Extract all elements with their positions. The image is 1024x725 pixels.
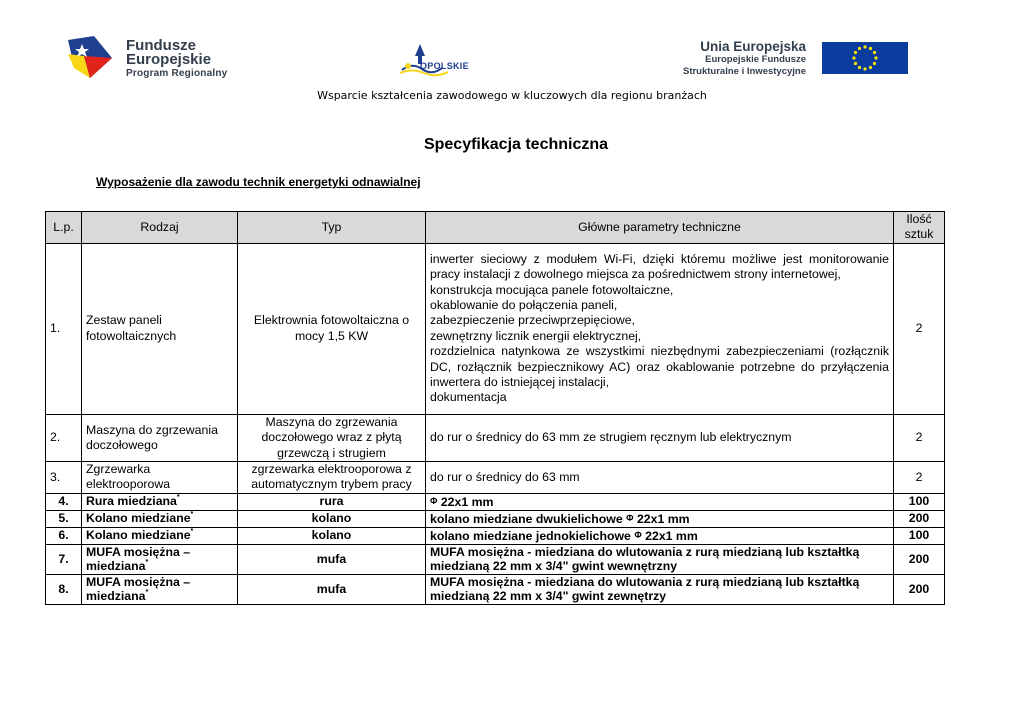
cell-lp: 6. — [46, 527, 82, 544]
fe-logo-line2: Europejskie — [126, 51, 212, 68]
cell-typ: rura — [238, 493, 426, 510]
opolskie-emblem-icon — [398, 42, 502, 78]
cell-rodzaj — [82, 493, 238, 510]
rodzaj-text: Kolano miedziane — [86, 528, 191, 543]
cell-params — [426, 510, 894, 527]
params-text: 22x1 mm — [440, 494, 494, 509]
footnote-star: * — [145, 589, 149, 597]
project-subtitle: Wsparcie kształcenia zawodowego w kluczowych dla regionu branżach — [317, 89, 707, 102]
cell-rodzaj: Maszyna do zgrzewania doczołowego — [82, 414, 238, 461]
table-row — [46, 527, 945, 544]
fe-flag-icon — [68, 36, 112, 78]
rodzaj-text: Kolano miedziane — [86, 511, 191, 526]
cell-ilosc: 100 — [894, 527, 945, 544]
table-row — [46, 462, 945, 494]
rodzaj-text-line1: MUFA mosiężna – — [86, 574, 191, 589]
header-typ: Typ — [238, 212, 426, 244]
cell-ilosc: 2 — [894, 414, 945, 461]
cell-params: do rur o średnicy do 63 mm — [426, 462, 894, 494]
cell-lp: 3. — [46, 462, 82, 494]
footnote-star: * — [145, 559, 149, 567]
footnote-star: * — [190, 511, 194, 519]
opolskie-logo — [398, 42, 502, 78]
fe-logo-line1: Fundusze — [126, 37, 196, 54]
cell-rodzaj: Zgrzewarka elektrooporowa — [82, 462, 238, 494]
cell-typ: zgrzewarka elektrooporowa z automatycznym trybem pracy — [238, 462, 426, 494]
cell-params: MUFA mosiężna - miedziana do wlutowania z rurą miedzianą lub kształtką miedzianą 22 mm x 3/4" gwint wewnętrzny — [426, 544, 894, 574]
cell-ilosc: 200 — [894, 544, 945, 574]
eu-flag-icon — [822, 42, 908, 74]
cell-params — [426, 493, 894, 510]
cell-typ: kolano — [238, 527, 426, 544]
param-line: zewnętrzny licznik energii elektrycznej, — [430, 328, 642, 343]
document-title: Specyfikacja techniczna — [423, 136, 609, 153]
params-text: kolano miedziane dwukielichowe — [430, 511, 623, 526]
cell-typ: kolano — [238, 510, 426, 527]
opolskie-logo-text: OPOLSKIE — [420, 61, 469, 71]
rodzaj-text: Rura miedziana — [86, 494, 177, 509]
param-line: dokumentacja — [430, 390, 507, 405]
rodzaj-text-line1: MUFA mosiężna – — [86, 544, 191, 559]
params-size: 22x1 mm — [645, 528, 698, 543]
cell-lp: 7. — [46, 544, 82, 574]
cell-ilosc: 100 — [894, 493, 945, 510]
diameter-icon: Φ — [430, 495, 438, 506]
header-rodzaj: Rodzaj — [82, 212, 238, 244]
cell-lp: 8. — [46, 574, 82, 604]
fundusze-europejskie-logo — [68, 36, 268, 80]
footnote-star: * — [190, 528, 194, 536]
cell-rodzaj — [82, 527, 238, 544]
cell-lp: 5. — [46, 510, 82, 527]
section-heading: Wyposażenie dla zawodu technik energetyki odnawialnej — [96, 175, 421, 189]
cell-typ: mufa — [238, 574, 426, 604]
ue-logo-line3: Strukturalne i Inwestycyjne — [682, 66, 806, 77]
footnote-star: * — [176, 494, 180, 502]
param-line: zabezpieczenie przeciwprzepięciowe, — [430, 313, 636, 328]
fe-logo-line3: Program Regionalny — [126, 68, 228, 79]
specification-table — [45, 211, 945, 605]
cell-lp: 4. — [46, 493, 82, 510]
ue-logo-line1: Unia Europejska — [700, 39, 806, 54]
header-ilosc: Ilość sztuk — [894, 212, 945, 244]
table-header-row — [46, 212, 945, 244]
cell-ilosc: 2 — [894, 462, 945, 494]
param-line: okablowanie do połączenia paneli, — [430, 298, 618, 312]
param-line: konstrukcja mocująca panele fotowoltaiczne, — [430, 282, 674, 297]
cell-lp: 1. — [46, 243, 82, 414]
param-line: rozdzielnica natynkowa ze wszystkimi niezbędnymi zabezpieczeniami (rozłącznik DC, rozłącznik bezpiecznikowy AC) oraz okablowanie potrzebne do przyłączenia inwertera do istniejącej instalacji, — [430, 344, 889, 390]
table-row — [46, 414, 945, 461]
diameter-icon: Φ — [634, 529, 642, 540]
cell-typ: Elektrownia fotowoltaiczna o mocy 1,5 KW — [238, 243, 426, 414]
cell-params: do rur o średnicy do 63 mm ze strugiem ręcznym lub elektrycznym — [426, 414, 894, 461]
cell-typ: Maszyna do zgrzewania doczołowego wraz z płytą grzewczą i strugiem — [238, 414, 426, 461]
cell-ilosc: 200 — [894, 574, 945, 604]
ue-logo-line2: Europejskie Fundusze — [705, 54, 806, 65]
cell-typ: mufa — [238, 544, 426, 574]
header-params: Główne parametry techniczne — [426, 212, 894, 244]
cell-rodzaj — [82, 510, 238, 527]
rodzaj-text-line2: miedziana — [86, 559, 146, 574]
params-size: 22x1 mm — [636, 511, 690, 526]
param-line: inwerter sieciowy z modułem Wi-Fi, dzięki któremu możliwe jest monitorowanie pracy instalacji z dowolnego miejsca za pośrednictwem strony internetowej, — [430, 251, 889, 282]
cell-rodzaj — [82, 574, 238, 604]
cell-lp: 2. — [46, 414, 82, 461]
cell-ilosc: 200 — [894, 510, 945, 527]
ue-logo-text — [632, 41, 806, 78]
table-row — [46, 510, 945, 527]
header-lp: L.p. — [46, 212, 82, 244]
table-row — [46, 574, 945, 604]
table-row — [46, 243, 945, 414]
cell-rodzaj — [82, 544, 238, 574]
cell-params: MUFA mosiężna - miedziana do wlutowania z rurą miedzianą lub kształtką miedzianą 22 mm x 3/4" gwint zewnętrzy — [426, 574, 894, 604]
cell-ilosc: 2 — [894, 243, 945, 414]
cell-params — [426, 527, 894, 544]
diameter-icon: Φ — [626, 512, 634, 523]
params-text: kolano miedziane jednokielichowe — [430, 528, 631, 543]
cell-params — [426, 243, 894, 414]
table-row — [46, 544, 945, 574]
table-row — [46, 493, 945, 510]
unia-europejska-logo — [632, 40, 912, 78]
fe-logo-text — [126, 39, 227, 81]
cell-rodzaj: Zestaw paneli fotowoltaicznych — [82, 243, 238, 414]
rodzaj-text-line2: miedziana — [86, 589, 146, 604]
